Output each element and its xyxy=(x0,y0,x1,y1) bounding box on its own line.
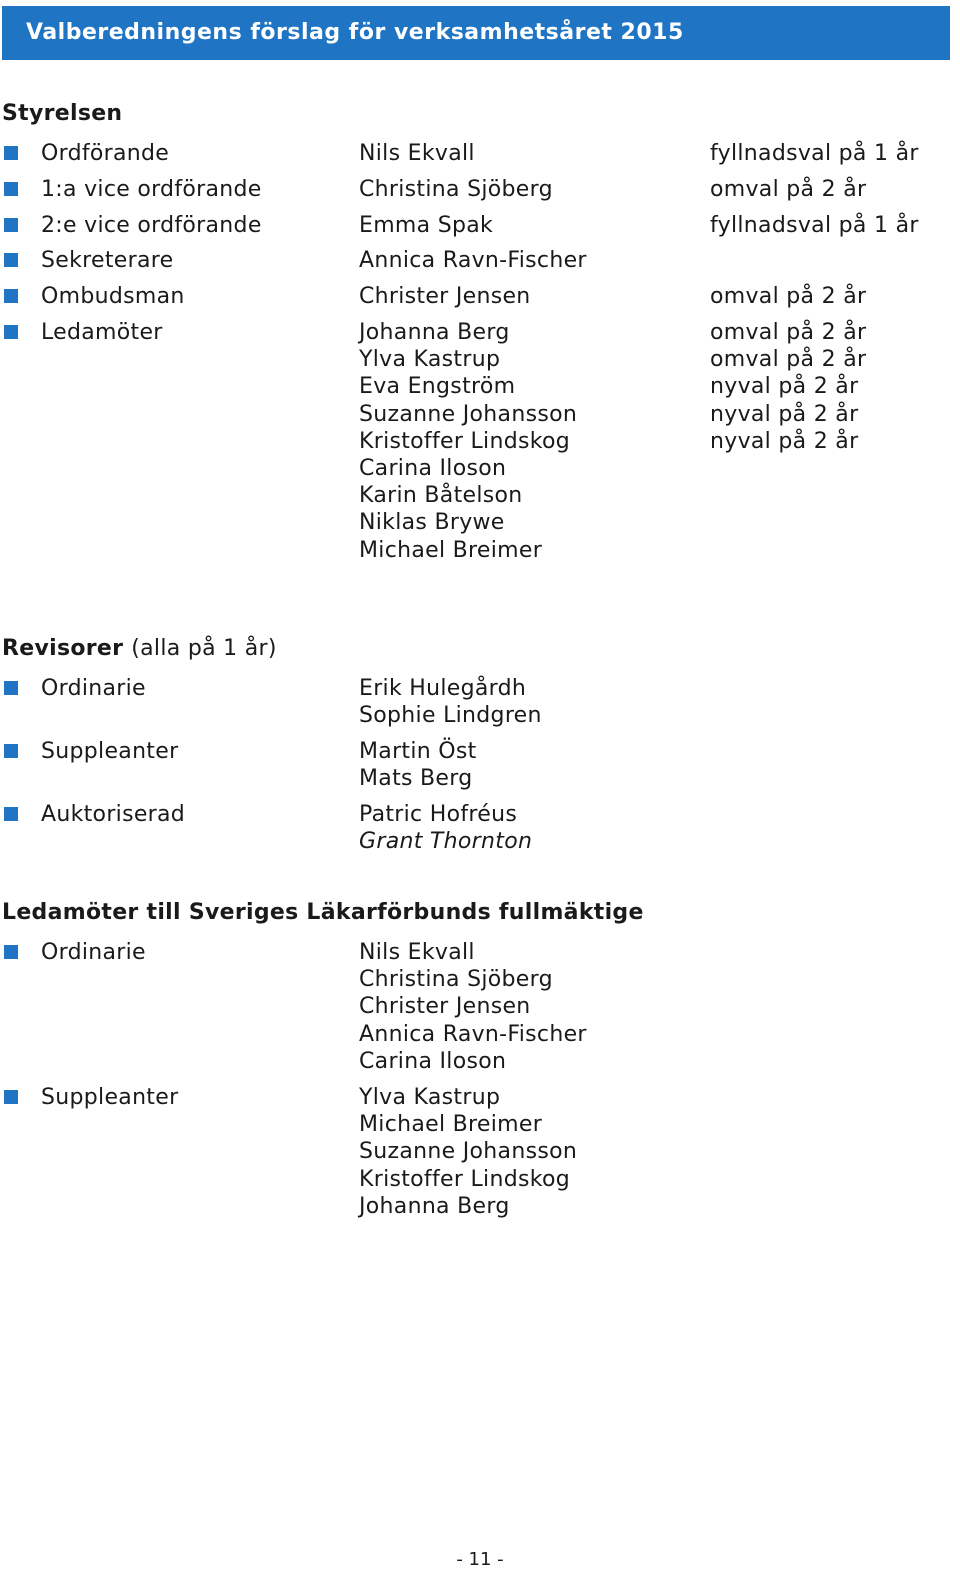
role-label: 1:a vice ordförande xyxy=(41,177,262,202)
square-bullet-icon xyxy=(4,253,18,267)
member-name: Christina Sjöberg xyxy=(359,177,553,202)
term-label: omval på 2 år xyxy=(710,320,867,345)
term-label: nyval på 2 år xyxy=(710,374,859,400)
section-heading-label: Revisorer xyxy=(2,636,124,661)
member-name: Annica Ravn-Fischer xyxy=(359,1021,587,1047)
terms-column xyxy=(710,176,866,203)
role-label: Ombudsman xyxy=(41,284,185,309)
role-label: Ordinarie xyxy=(41,940,146,965)
member-name: Christina Sjöberg xyxy=(359,967,553,993)
terms-column xyxy=(710,212,919,239)
names-column xyxy=(359,212,493,239)
member-name: Eva Engström xyxy=(359,374,516,400)
names-column xyxy=(359,738,477,792)
names-column xyxy=(359,319,577,564)
role-label: Auktoriserad xyxy=(41,802,186,827)
square-bullet-icon xyxy=(4,744,18,758)
term-label: omval på 2 år xyxy=(710,177,867,202)
member-name: Christer Jensen xyxy=(359,284,531,309)
member-name: Patric Hofréus xyxy=(359,802,518,827)
square-bullet-icon xyxy=(4,182,18,196)
square-bullet-icon xyxy=(4,807,18,821)
term-label: fyllnadsval på 1 år xyxy=(710,141,919,166)
square-bullet-icon xyxy=(4,146,18,160)
member-name: Suzanne Johansson xyxy=(359,401,578,427)
member-name: Carina Iloson xyxy=(359,455,507,481)
member-name: Karin Båtelson xyxy=(359,483,523,509)
member-name: Ylva Kastrup xyxy=(359,1085,501,1110)
section-heading-fullmaktige: Ledamöter till Sveriges Läkarförbunds fullmäktige xyxy=(2,900,644,925)
names-column xyxy=(359,1084,577,1220)
term-label: omval på 2 år xyxy=(710,347,867,373)
role-label: Sekreterare xyxy=(41,248,174,273)
terms-column xyxy=(710,140,919,167)
member-name: Sophie Lindgren xyxy=(359,703,542,729)
names-column xyxy=(359,176,553,203)
member-name: Kristoffer Lindskog xyxy=(359,428,571,454)
names-column xyxy=(359,939,587,1075)
header-banner xyxy=(2,6,950,60)
auditor-firm: Grant Thornton xyxy=(359,829,533,855)
member-name: Emma Spak xyxy=(359,213,494,238)
square-bullet-icon xyxy=(4,289,18,303)
term-label: nyval på 2 år xyxy=(710,401,859,427)
role-label: Ordinarie xyxy=(41,676,146,701)
terms-column xyxy=(710,283,866,310)
role-label: Ordförande xyxy=(41,141,170,166)
member-name: Carina Iloson xyxy=(359,1048,507,1074)
square-bullet-icon xyxy=(4,218,18,232)
page-title: Valberedningens förslag för verksamhetsåret 2015 xyxy=(26,20,684,45)
member-name: Michael Breimer xyxy=(359,537,543,563)
section-heading-revisorer xyxy=(2,636,277,661)
names-column xyxy=(359,675,542,729)
role-label: Suppleanter xyxy=(41,1085,179,1110)
member-name: Nils Ekvall xyxy=(359,141,475,166)
term-label: omval på 2 år xyxy=(710,284,867,309)
names-column xyxy=(359,283,531,310)
square-bullet-icon xyxy=(4,945,18,959)
names-column xyxy=(359,801,532,855)
names-column xyxy=(359,247,587,274)
square-bullet-icon xyxy=(4,1090,18,1104)
member-name: Nils Ekvall xyxy=(359,940,475,965)
member-name: Martin Öst xyxy=(359,739,477,764)
square-bullet-icon xyxy=(4,325,18,339)
member-name: Michael Breimer xyxy=(359,1112,543,1138)
section-subheading: (alla på 1 år) xyxy=(131,636,277,661)
terms-column xyxy=(710,319,866,455)
square-bullet-icon xyxy=(4,681,18,695)
member-name: Ylva Kastrup xyxy=(359,347,501,373)
member-name: Mats Berg xyxy=(359,766,473,792)
role-label: Ledamöter xyxy=(41,320,163,345)
member-name: Niklas Brywe xyxy=(359,510,505,536)
page-number: - 11 - xyxy=(456,1549,504,1570)
member-name: Christer Jensen xyxy=(359,994,531,1020)
member-name: Suzanne Johansson xyxy=(359,1139,578,1165)
names-column xyxy=(359,140,475,167)
section-heading-styrelsen: Styrelsen xyxy=(2,101,123,126)
term-label: fyllnadsval på 1 år xyxy=(710,213,919,238)
member-name: Johanna Berg xyxy=(359,1193,510,1219)
role-label: Suppleanter xyxy=(41,739,179,764)
member-name: Johanna Berg xyxy=(359,320,510,345)
member-name: Erik Hulegårdh xyxy=(359,676,527,701)
member-name: Kristoffer Lindskog xyxy=(359,1166,571,1192)
role-label: 2:e vice ordförande xyxy=(41,213,262,238)
member-name: Annica Ravn-Fischer xyxy=(359,248,587,273)
term-label: nyval på 2 år xyxy=(710,428,859,454)
